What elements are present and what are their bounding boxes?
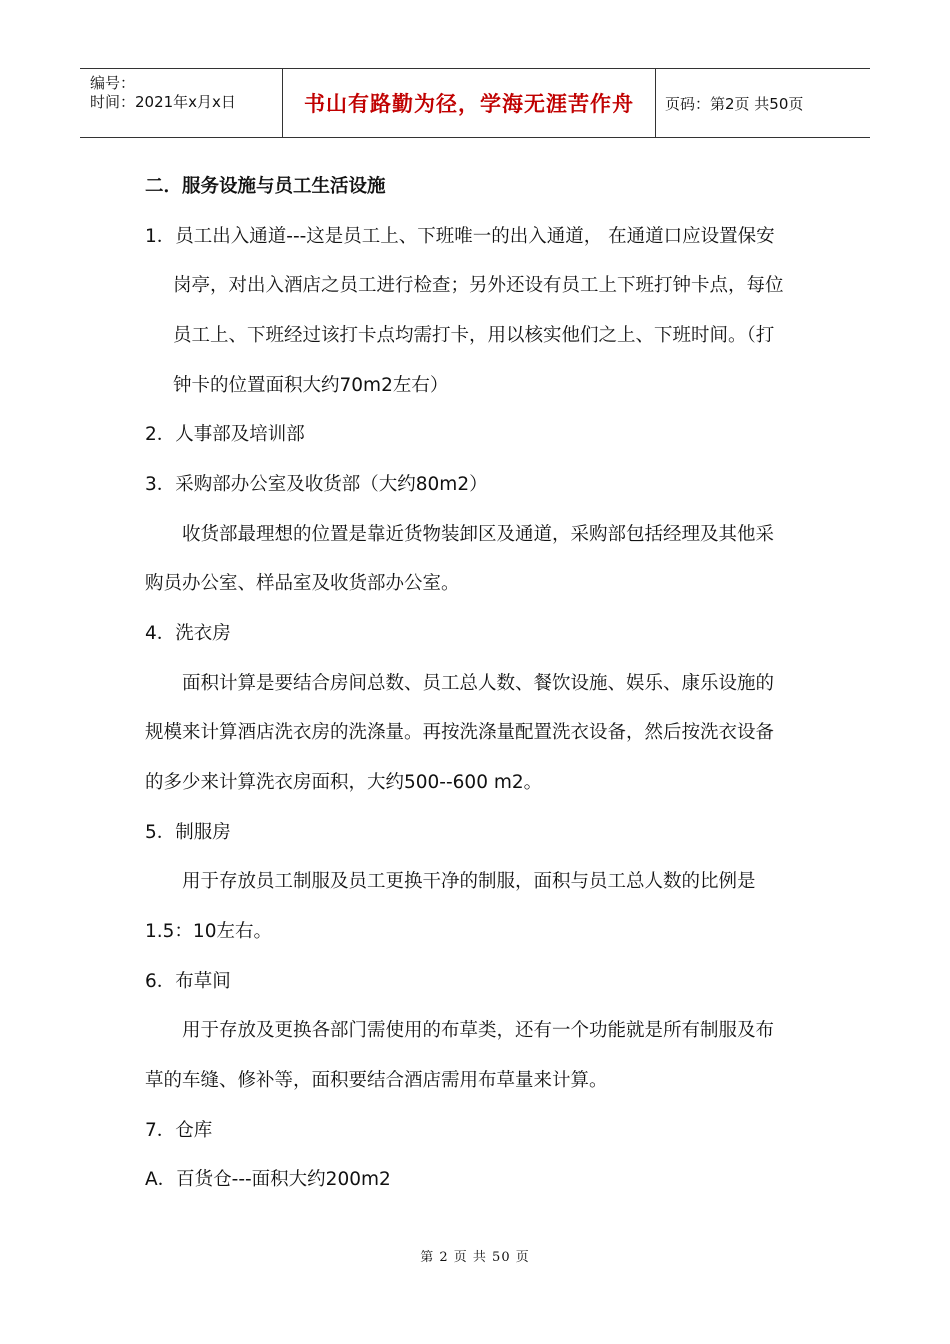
paragraph-line: 用于存放员工制服及员工更换干净的制服，面积与员工总人数的比例是 xyxy=(182,871,756,892)
list-item-heading: 5．制服房 xyxy=(145,822,231,843)
paragraph-line: 钟卡的位置面积大约70m2左右） xyxy=(173,375,449,396)
page-footer: 第 2 页 共 50 页 xyxy=(420,1250,530,1265)
section-heading: 二．服务设施与员工生活设施 xyxy=(145,176,386,197)
header-motto-cell xyxy=(282,69,656,137)
list-item-heading: 6．布草间 xyxy=(145,971,231,992)
paragraph-line: 购员办公室、样品室及收货部办公室。 xyxy=(145,573,460,594)
list-item-heading: 7．仓库 xyxy=(145,1120,213,1141)
header-page-info: 页码：第2页 共50页 xyxy=(665,94,804,113)
paragraph-line: 的多少来计算洗衣房面积，大约500--600 m2。 xyxy=(145,772,543,793)
document-number-label: 编号： xyxy=(90,74,136,92)
paragraph-line: 员工上、下班经过该打卡点均需打卡，用以核实他们之上、下班时间。（打 xyxy=(173,325,775,346)
paragraph-line: 1.5：10左右。 xyxy=(145,921,272,942)
list-item-heading: 4．洗衣房 xyxy=(145,623,231,644)
list-item-heading: 3．采购部办公室及收货部（大约80m2） xyxy=(145,474,488,495)
list-item-heading: A．百货仓---面积大约200m2 xyxy=(145,1169,391,1190)
paragraph-line: 1．员工出入通道---这是员工上、下班唯一的出入通道， 在通道口应设置保安 xyxy=(145,226,775,247)
paragraph-line: 面积计算是要结合房间总数、员工总人数、餐饮设施、娱乐、康乐设施的 xyxy=(182,673,775,694)
paragraph-line: 用于存放及更换各部门需使用的布草类，还有一个功能就是所有制服及布 xyxy=(182,1020,775,1041)
paragraph-line: 规模来计算酒店洗衣房的洗涤量。再按洗涤量配置洗衣设备，然后按洗衣设备 xyxy=(145,722,775,743)
document-date-label: 时间：2021年x月x日 xyxy=(90,93,236,111)
paragraph-line: 草的车缝、修补等，面积要结合酒店需用布草量来计算。 xyxy=(145,1070,608,1091)
header-motto: 书山有路勤为径，学海无涯苦作舟 xyxy=(304,91,634,116)
paragraph-line: 岗亭，对出入酒店之员工进行检查；另外还设有员工上下班打钟卡点，每位 xyxy=(173,275,784,296)
list-item-heading: 2．人事部及培训部 xyxy=(145,424,305,445)
page-header xyxy=(80,68,870,138)
header-left-cell xyxy=(80,69,282,137)
paragraph-line: 收货部最理想的位置是靠近货物装卸区及通道，采购部包括经理及其他采 xyxy=(182,524,775,545)
